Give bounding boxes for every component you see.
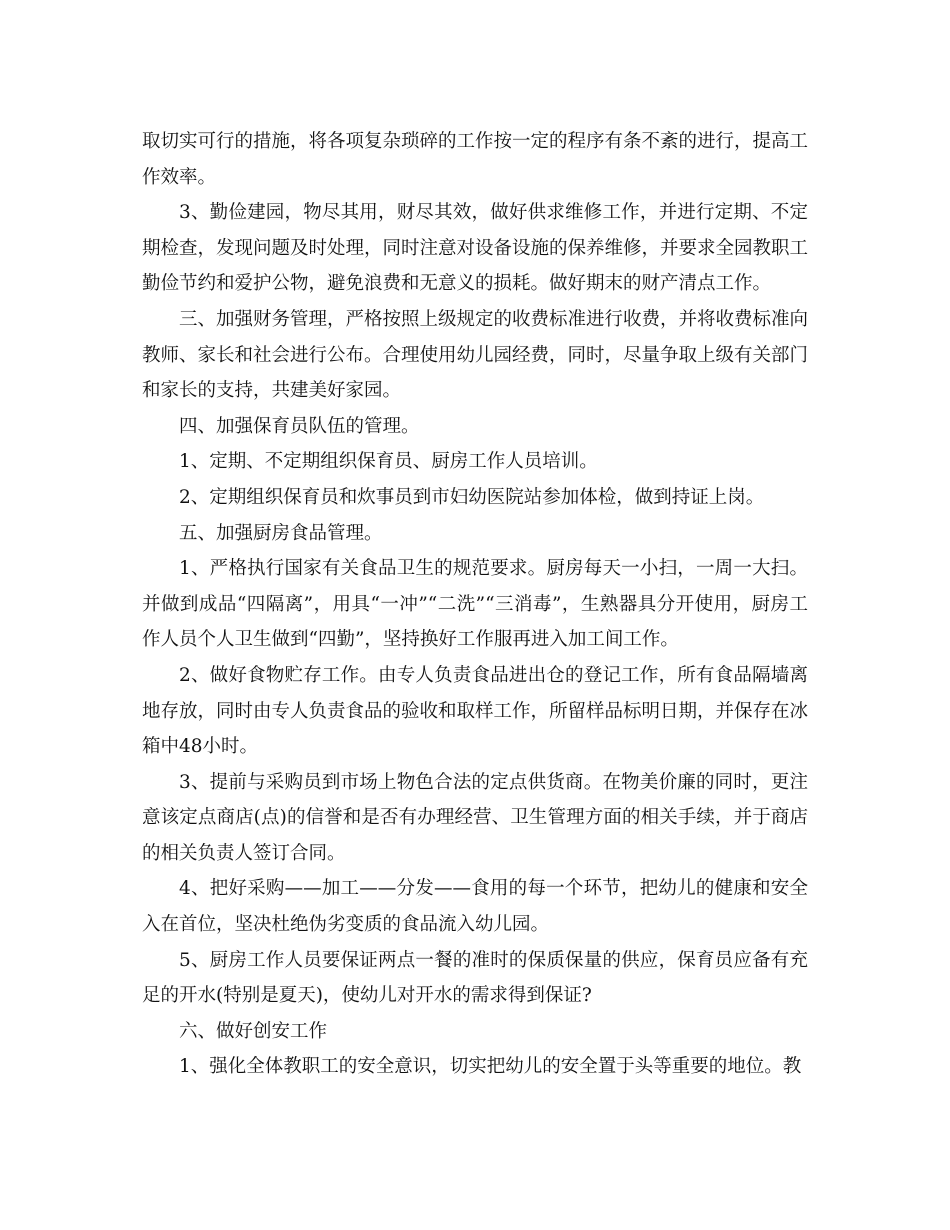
paragraph: 1、强化全体教职工的安全意识，切实把幼儿的安全置于头等重要的地位。教 [179,1056,802,1078]
paragraph: 2、定期组织保育员和炊事员到市妇幼医院站参加体检，做到持证上岗。 [179,486,765,508]
paragraph: 三、加强财务管理，严格按照上级规定的收费标准进行收费，并将收费标准向教师、家长和社会进行公布。合理使用幼儿园经费，同时，尽量争取上级有关部门和家长的支持，共建美好家园。 [142,308,809,402]
paragraph: 2、做好食物贮存工作。由专人负责食品进出仓的登记工作，所有食品隔墙离地存放，同时由专人负责食品的验收和取样工作，所留样品标明日期，并保存在冰箱中48小时。 [142,664,809,758]
paragraph: 1、严格执行国家有关食品卫生的规范要求。厨房每天一小扫，一周一大扫。并做到成品“四隔离”，用具“一冲”“二洗”“三消毒”，生熟器具分开使用，厨房工作人员个人卫生做到“四勤”，坚持换好工作服再进入加工间工作。 [142,558,808,651]
paragraph: 5、厨房工作人员要保证两点一餐的准时的保质保量的供应，保育员应备有充足的开水(特别是夏天)，使幼儿对开水的需求得到保证? [142,949,808,1007]
section-heading: 四、加强保育员队伍的管理。 [179,415,420,437]
paragraph: 取切实可行的措施，将各项复杂琐碎的工作按一定的程序有条不紊的进行，提高工作效率。 [142,131,809,188]
paragraph: 4、把好采购——加工——分发——食用的每一个环节，把幼儿的健康和安全入在首位，坚决杜绝伪劣变质的食品流入幼儿园。 [142,878,808,936]
paragraph: 3、提前与采购员到市场上物色合法的定点供货商。在物美价廉的同时，更注意该定点商店(点)的信誉和是否有办理经营、卫生管理方面的相关手续，并于商店的相关负责人签订合同。 [142,771,808,864]
section-heading: 六、做好创安工作 [179,1020,328,1042]
paragraph: 1、定期、不定期组织保育员、厨房工作人员培训。 [179,451,598,473]
section-heading: 五、加强厨房食品管理。 [179,522,383,544]
document-body [142,124,808,1085]
paragraph: 3、勤俭建园，物尽其用，财尽其效，做好供求维修工作，并进行定期、不定期检查，发现问题及时处理，同时注意对设备设施的保养维修，并要求全园教职工勤俭节约和爱护公物，避免浪费和无意义的损耗。做好期末的财产清点工作。 [142,202,809,295]
